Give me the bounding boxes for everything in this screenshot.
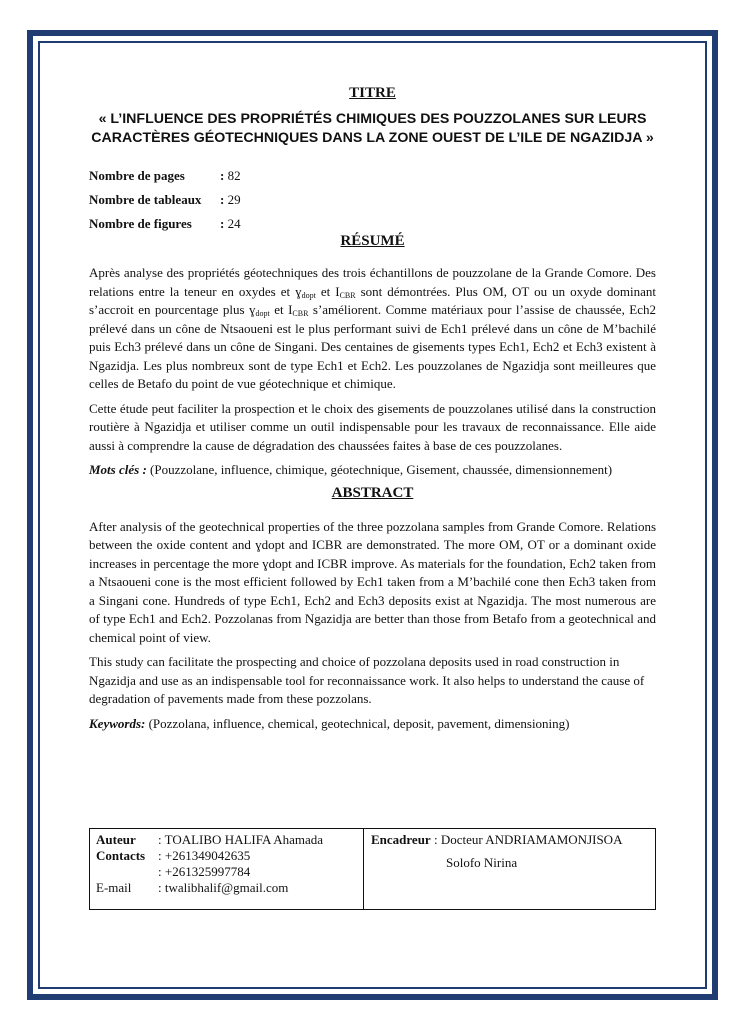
meta-label: Nombre de figures — [89, 216, 192, 231]
keywords-label: Mots clés : — [89, 462, 147, 477]
meta-label: Nombre de tableaux — [89, 192, 202, 207]
resume-text: et I — [315, 283, 340, 299]
author-info-table — [89, 828, 656, 910]
author-label: Auteur — [96, 832, 136, 847]
title-heading: TITRE — [349, 85, 396, 101]
subscript: CBR — [339, 290, 356, 300]
resume-text: s’améliorent. Comme matériaux pour l’assise de chaussée, Ech2 prélevé dans un cône de Ntsaoueni est le plus performant suivi de Ech1 prélevé dans un cône de M’bachilé puis Ech3 prélevé dans un cône de Singani. Des centaines de gisements types Ech1, Ech2 et Ech3 existent à Ngazidja. Les plus nombreux sont de type Ech1 et Ech2. Les pouzzolanes de Ngazidja sont meilleures que celles de Betafo du point de vue géotechnique et chimique. — [89, 302, 656, 391]
contacts-row — [96, 848, 363, 864]
keywords-text: (Pouzzolane, influence, chimique, géotechnique, Gisement, chaussée, dimensionnement) — [146, 462, 613, 477]
resume-text: Après analyse des propriétés géotechniques des trois échantillons de pouzzolane de la Grande Comore. Des relations entre la teneur en oxydes et ɣ — [89, 265, 656, 299]
contacts-label: Contacts — [96, 848, 146, 863]
keywords-text: (Pozzolana, influence, chemical, geotechnical, deposit, pavement, dimensioning) — [145, 715, 570, 731]
author-cell — [90, 829, 364, 909]
meta-value — [220, 212, 241, 236]
meta-value — [220, 164, 241, 188]
resume-heading: RÉSUMÉ — [340, 233, 405, 249]
email-row — [96, 880, 363, 896]
author-row — [96, 832, 363, 848]
subscript: dopt — [255, 309, 270, 318]
meta-row-pages — [89, 164, 656, 188]
tables-count: 29 — [227, 192, 241, 207]
resume-text: sont démontrées. Plus OM, OT ou un oxyde dominant s’accroit en pourcentage plus ɣ — [89, 283, 656, 317]
author-value: : TOALIBO HALIFA Ahamada — [158, 832, 324, 847]
meta-sep: : — [220, 192, 225, 207]
abstract-paragraph-2: This study can facilitate the prospecting and choice of pozzolana deposits used in road construction in Ngazidja and use as an indispensable tool for reconnaissance work. It also helps to understand the cause of degradation of pavements made from these pozzolans. — [89, 654, 645, 706]
email-label: E-mail — [96, 880, 132, 895]
document-body — [89, 84, 656, 733]
abstract-paragraph-1: After analysis of the geotechnical properties of the three pozzolana samples from Grande Comore. Relations between the oxide content and ɣdopt and ICBR are demonstrated. The more OM, OT or a dominant oxide increases in percentage the more ɣdopt and ICBR improve. As materials for the foundation, Ech2 taken from a Ntsaoueni cone is the most efficient followed by Ech1 taken from a M’bachilé cone then Ech3 taken from a Singani cone. Hundreds of type Ech1, Ech2 and Ech3 deposits exist at Ngazidja. The most numerous are of type Ech1 and Ech2. Pozzolanas from Ngazidja are better than those from Betafo from a geotechnical and chemical point of view. — [89, 518, 656, 645]
contacts-row-2 — [96, 864, 363, 880]
spacer — [96, 864, 158, 880]
meta-sep: : — [220, 168, 225, 183]
supervisor-row — [371, 832, 655, 848]
meta-value — [220, 188, 241, 212]
supervisor-label: Encadreur — [371, 832, 431, 847]
abstract-section — [89, 518, 656, 734]
email-value: : twalibhalif@gmail.com — [158, 880, 289, 895]
subscript: dopt — [301, 290, 316, 300]
pages-count: 82 — [227, 168, 241, 183]
abstract-heading: ABSTRACT — [331, 484, 414, 501]
resume-section — [89, 264, 656, 480]
supervisor-value: : Docteur ANDRIAMAMONJISOA — [430, 832, 623, 847]
resume-paragraph-1 — [89, 264, 656, 394]
phone-2: : +261325997784 — [158, 864, 251, 879]
meta-label: Nombre de pages — [89, 168, 185, 183]
title-heading-wrap — [89, 84, 656, 102]
resume-keywords — [89, 461, 656, 480]
meta-row-tables — [89, 188, 656, 212]
keywords-label: Keywords: — [89, 715, 146, 731]
resume-text: et I — [269, 302, 293, 317]
subscript: CBR — [292, 309, 309, 318]
meta-sep: : — [220, 216, 225, 231]
supervisor-cell — [364, 829, 655, 909]
abstract-keywords — [89, 715, 656, 734]
resume-paragraph-2: Cette étude peut faciliter la prospection et le choix des gisements de pouzzolanes utilisé dans la construction routière à Ngazidja et utiliser comme un outil indispensable pour les travaux de reconnaissance. Elle aide aussi à comprendre la cause de dégradation des chaussées faites à base de ces pouzzolanes. — [89, 400, 656, 453]
phone-1: : +261349042635 — [158, 848, 251, 863]
document-title: « L’INFLUENCE DES PROPRIÉTÉS CHIMIQUES DES POUZZOLANES SUR LEURS CARACTÈRES GÉOTECHNIQUES DANS LA ZONE OUEST DE L’ILE DE NGAZIDJA » — [91, 111, 654, 146]
abstract-heading-wrap — [89, 484, 656, 502]
figures-count: 24 — [227, 216, 241, 231]
supervisor-name-line2: Solofo Nirina — [446, 855, 518, 870]
document-meta — [89, 164, 656, 236]
